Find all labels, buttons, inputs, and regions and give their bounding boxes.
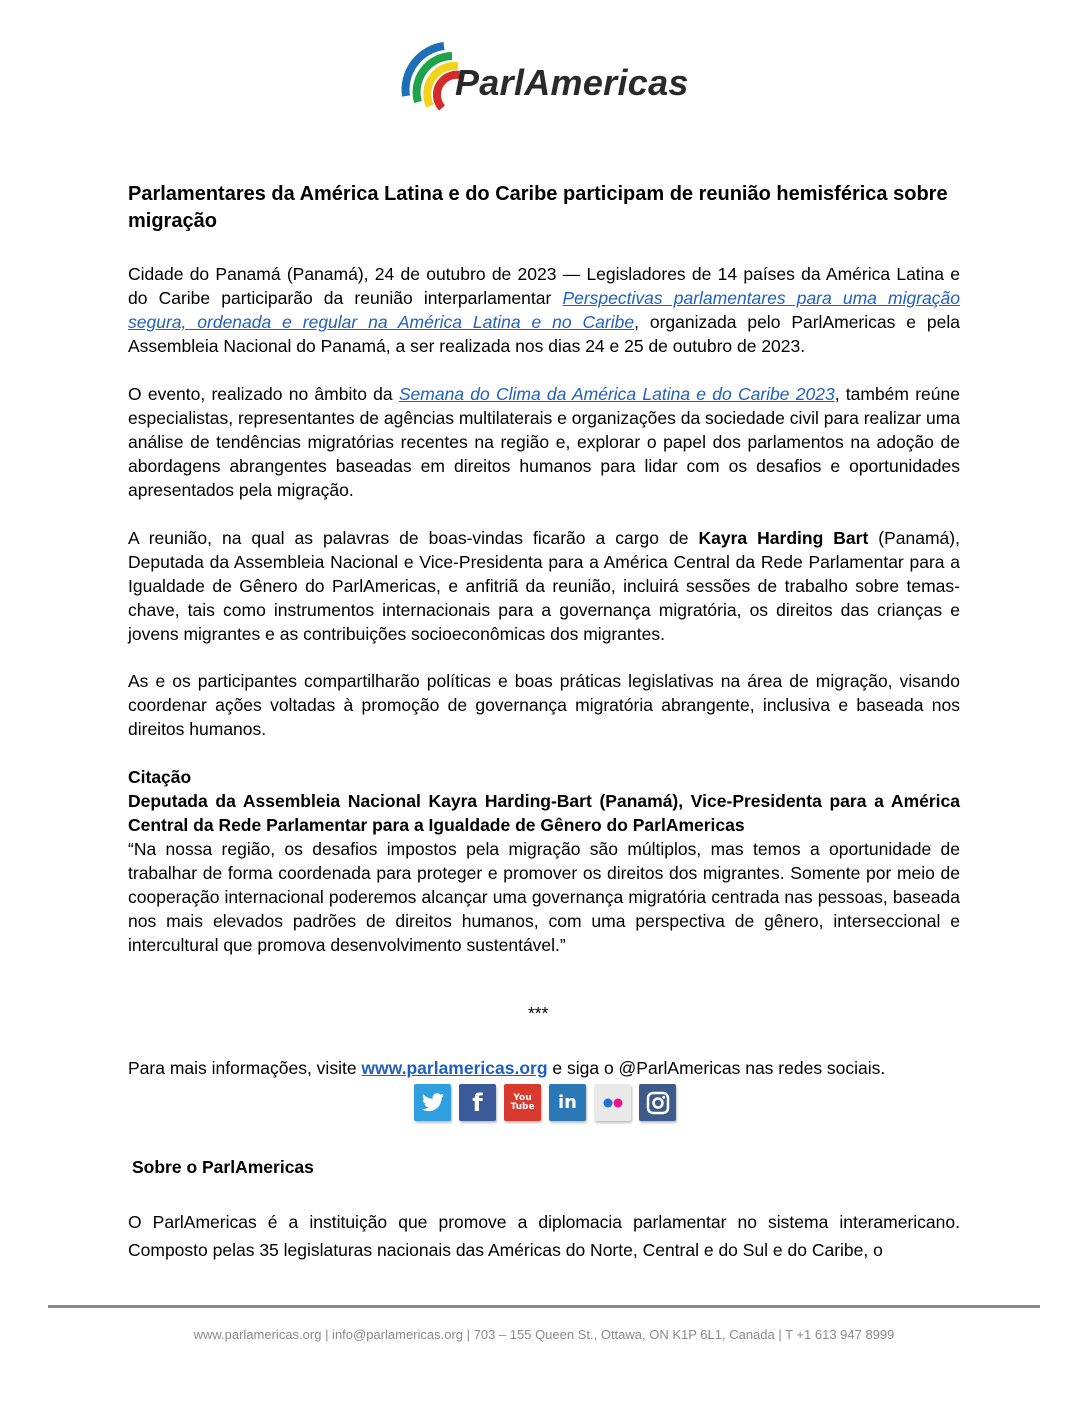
twitter-icon[interactable] bbox=[414, 1084, 451, 1121]
flickr-icon[interactable] bbox=[594, 1084, 631, 1121]
paragraph-3-text-a: A reunião, na qual as palavras de boas-vindas ficarão a cargo de bbox=[128, 528, 699, 548]
paragraph-2-text-a: O evento, realizado no âmbito da bbox=[128, 384, 399, 404]
paragraph-4: As e os participantes compartilharão políticas e boas práticas legislativas na área de migração, visando coordenar ações voltadas à promoção de governança migratória abrangente, inclusiva e baseada nos direitos humanos. bbox=[128, 671, 960, 739]
quote-heading: Citação bbox=[128, 767, 192, 787]
climate-week-link[interactable]: Semana do Clima da América Latina e do Caribe 2023 bbox=[398, 384, 835, 404]
separator: *** bbox=[528, 1003, 549, 1023]
linkedin-icon[interactable]: in bbox=[549, 1084, 586, 1121]
instagram-icon[interactable] bbox=[639, 1084, 676, 1121]
parlamericas-logo bbox=[392, 36, 702, 132]
about-text: O ParlAmericas é a instituição que promove a diplomacia parlamentar no sistema interamericano. Composto pelas 35 legislaturas nacionais das Américas do Norte, Central e do Sul e do Caribe, o bbox=[128, 1212, 960, 1260]
social-icons bbox=[414, 1084, 676, 1124]
paragraph-2-text-b: , também reúne especialistas, representantes de agências multilaterais e organizações da sociedade civil para realizar uma análise de tendências migratórias recentes na região e, explorar o papel dos parlamentos na adoção de abordagens abrangentes baseadas em direitos humanos para lidar com os desafios e oportunidades apresentados pela migração. bbox=[128, 384, 960, 500]
meeting-link[interactable]: Perspectivas parlamentares para uma migração segura, ordenada e regular na América Latina e no Caribe bbox=[128, 288, 960, 332]
quote-text: “Na nossa região, os desafios impostos pela migração são múltiplos, mas temos a oportunidade de trabalhar de forma coordenada para proteger e promover os direitos dos migrantes. Somente por meio de cooperação internacional poderemos alcançar uma governança migratória centrada nas pessoas, baseada nos mais elevados padrões de direitos humanos, com uma perspectiva de gênero, interseccional e intercultural que promova desenvolvimento sustentável.” bbox=[128, 839, 960, 955]
paragraph-2 bbox=[128, 382, 960, 502]
about-heading: Sobre o ParlAmericas bbox=[132, 1157, 314, 1177]
youtube-icon[interactable]: You Tube bbox=[504, 1084, 541, 1121]
paragraph-1-text-b: , organizada pelo ParlAmericas e pela Assembleia Nacional do Panamá, a ser realizada nos dias 24 e 25 de outubro de 2023. bbox=[128, 312, 960, 356]
page-title: Parlamentares da América Latina e do Caribe participam de reunião hemisférica sobre migração bbox=[128, 183, 948, 232]
quote-attribution: Deputada da Assembleia Nacional Kayra Harding-Bart (Panamá), Vice-Presidenta para a América Central da Rede Parlamentar para a Igualdade de Gênero do ParlAmericas bbox=[128, 791, 960, 835]
footer-divider bbox=[48, 1305, 1040, 1308]
quote-section bbox=[128, 765, 960, 957]
paragraph-3 bbox=[128, 526, 960, 646]
more-info-line bbox=[128, 1056, 960, 1080]
logo-text: ParlAmericas bbox=[455, 62, 689, 103]
more-info-text-a: Para mais informações, visite bbox=[128, 1058, 362, 1078]
paragraph-3-text-b: (Panamá), Deputada da Assembleia Nacional e Vice-Presidenta para a América Central da Rede Parlamentar para a Igualdade de Gênero do ParlAmericas, e anfitriã da reunião, incluirá sessões de trabalho sobre temas-chave, tais como instrumentos internacionais para a governança migratória, os direitos das crianças e jovens migrantes e as contribuições socioeconômicas dos migrantes. bbox=[128, 528, 960, 644]
paragraph-1-text-a: Cidade do Panamá (Panamá), 24 de outubro de 2023 — Legisladores de 14 países da América Latina e do Caribe participarão da reunião interparlamentar bbox=[128, 264, 960, 308]
more-info-text-b: e siga o @ParlAmericas nas redes sociais. bbox=[547, 1058, 886, 1078]
footer-contact: www.parlamericas.org | info@parlamericas.org | 703 – 155 Queen St., Ottawa, ON K1P 6L1, Canada | T +1 613 947 8999 bbox=[193, 1327, 895, 1342]
host-name: Kayra Harding Bart bbox=[698, 528, 869, 548]
facebook-icon[interactable]: f bbox=[459, 1084, 496, 1121]
paragraph-1 bbox=[128, 262, 960, 358]
website-link[interactable]: www.parlamericas.org bbox=[361, 1058, 548, 1078]
